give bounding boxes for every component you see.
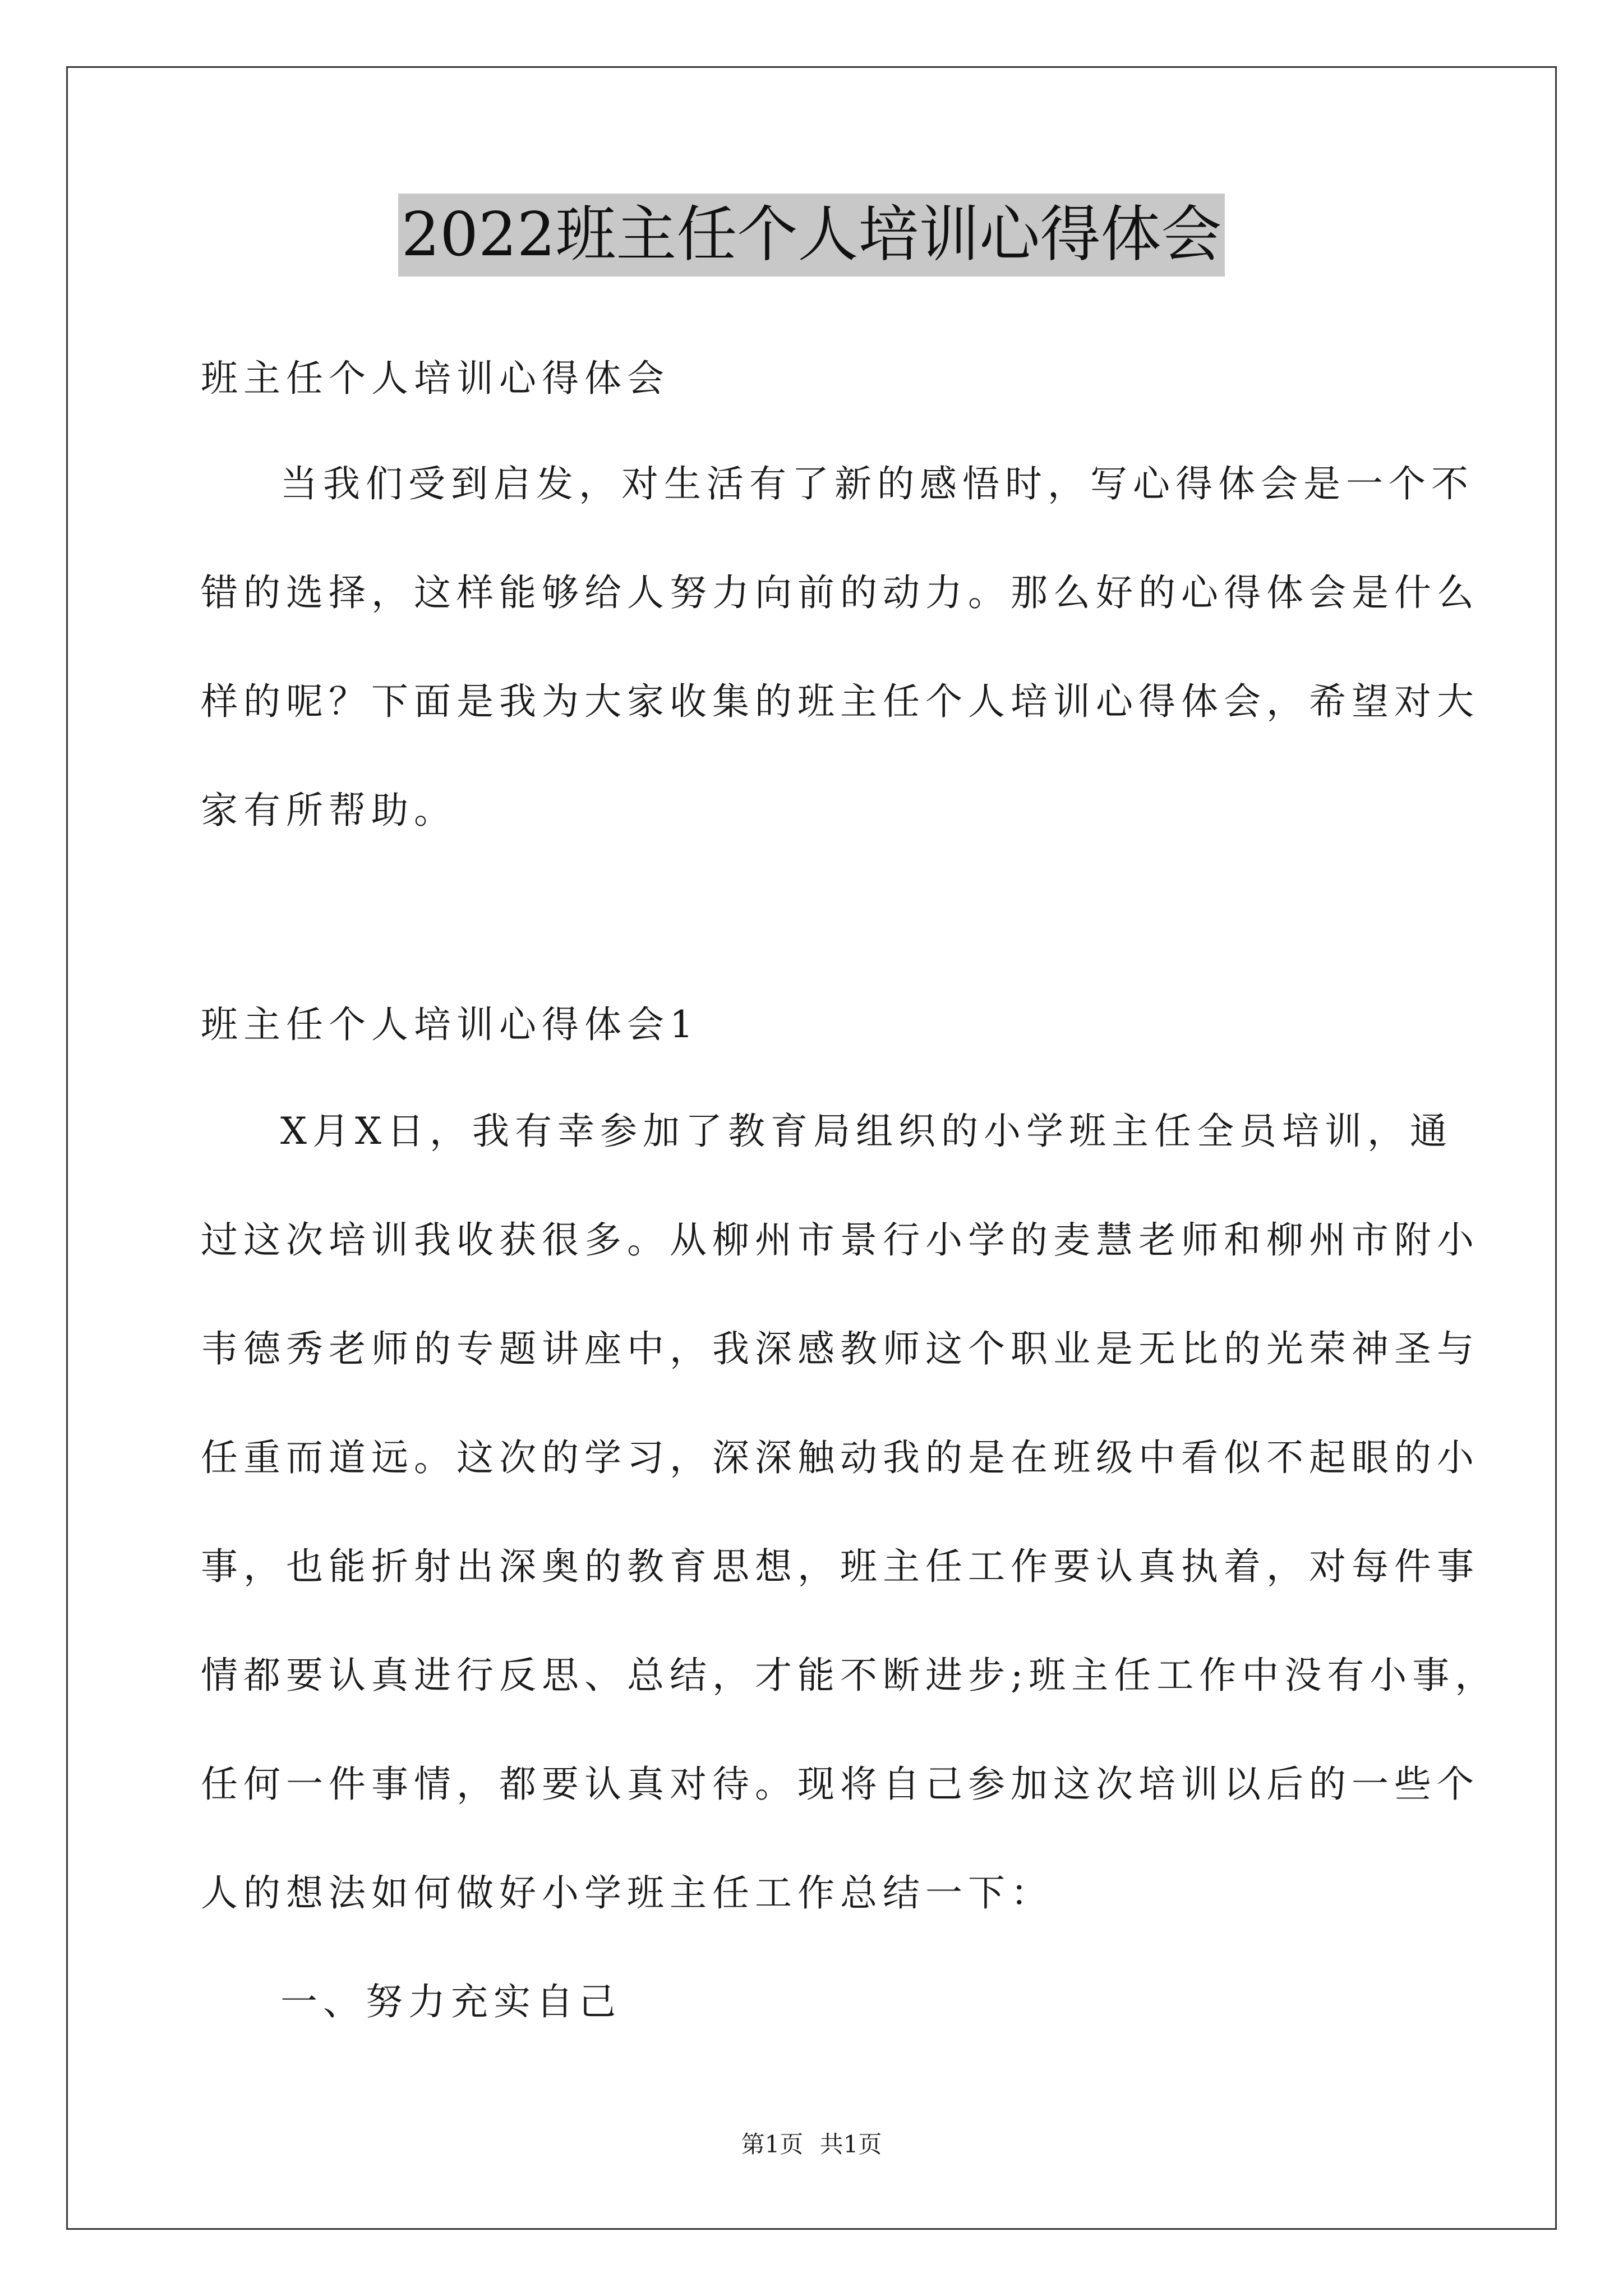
- body-line: 任何一件事情，都要认真对待。现将自己参加这次培训以后的一些个: [201, 1763, 1479, 1806]
- body-line: X月X日，我有幸参加了教育局组织的小学班主任全员培训，通: [280, 1110, 1453, 1153]
- intro-line: 错的选择，这样能够给人努力向前的动力。那么好的心得体会是什么: [201, 571, 1479, 614]
- subtitle: 班主任个人培训心得体会: [201, 357, 670, 400]
- page-number: 第1页: [741, 2131, 804, 2158]
- body-line: 事，也能折射出深奥的教育思想，班主任工作要认真执着，对每件事: [201, 1545, 1479, 1588]
- body-line: 人的想法如何做好小学班主任工作总结一下：: [201, 1871, 1053, 1915]
- body-line: 过这次培训我收获很多。从柳州市景行小学的麦慧老师和柳州市附小: [201, 1218, 1479, 1262]
- page-total: 共1页: [819, 2131, 882, 2158]
- intro-line: 当我们受到启发，对生活有了新的感悟时，写心得体会是一个不: [280, 462, 1474, 505]
- intro-line: 样的呢？下面是我为大家收集的班主任个人培训心得体会，希望对大: [201, 680, 1479, 723]
- body-line: 韦德秀老师的专题讲座中，我深感教师这个职业是无比的光荣神圣与: [201, 1327, 1479, 1370]
- list-item-heading: 一、努力充实自己: [280, 1980, 621, 2023]
- body-line: 情都要认真进行反思、总结，才能不断进步;班主任工作中没有小事，: [201, 1654, 1498, 1697]
- intro-line: 家有所帮助。: [201, 789, 457, 832]
- document-title: 2022班主任个人培训心得体会: [398, 194, 1225, 277]
- section-heading: 班主任个人培训心得体会1: [201, 1003, 699, 1046]
- title-area: [0, 194, 1623, 277]
- body-line: 任重而道远。这次的学习，深深触动我的是在班级中看似不起眼的小: [201, 1436, 1479, 1479]
- page-footer: [0, 2128, 1623, 2161]
